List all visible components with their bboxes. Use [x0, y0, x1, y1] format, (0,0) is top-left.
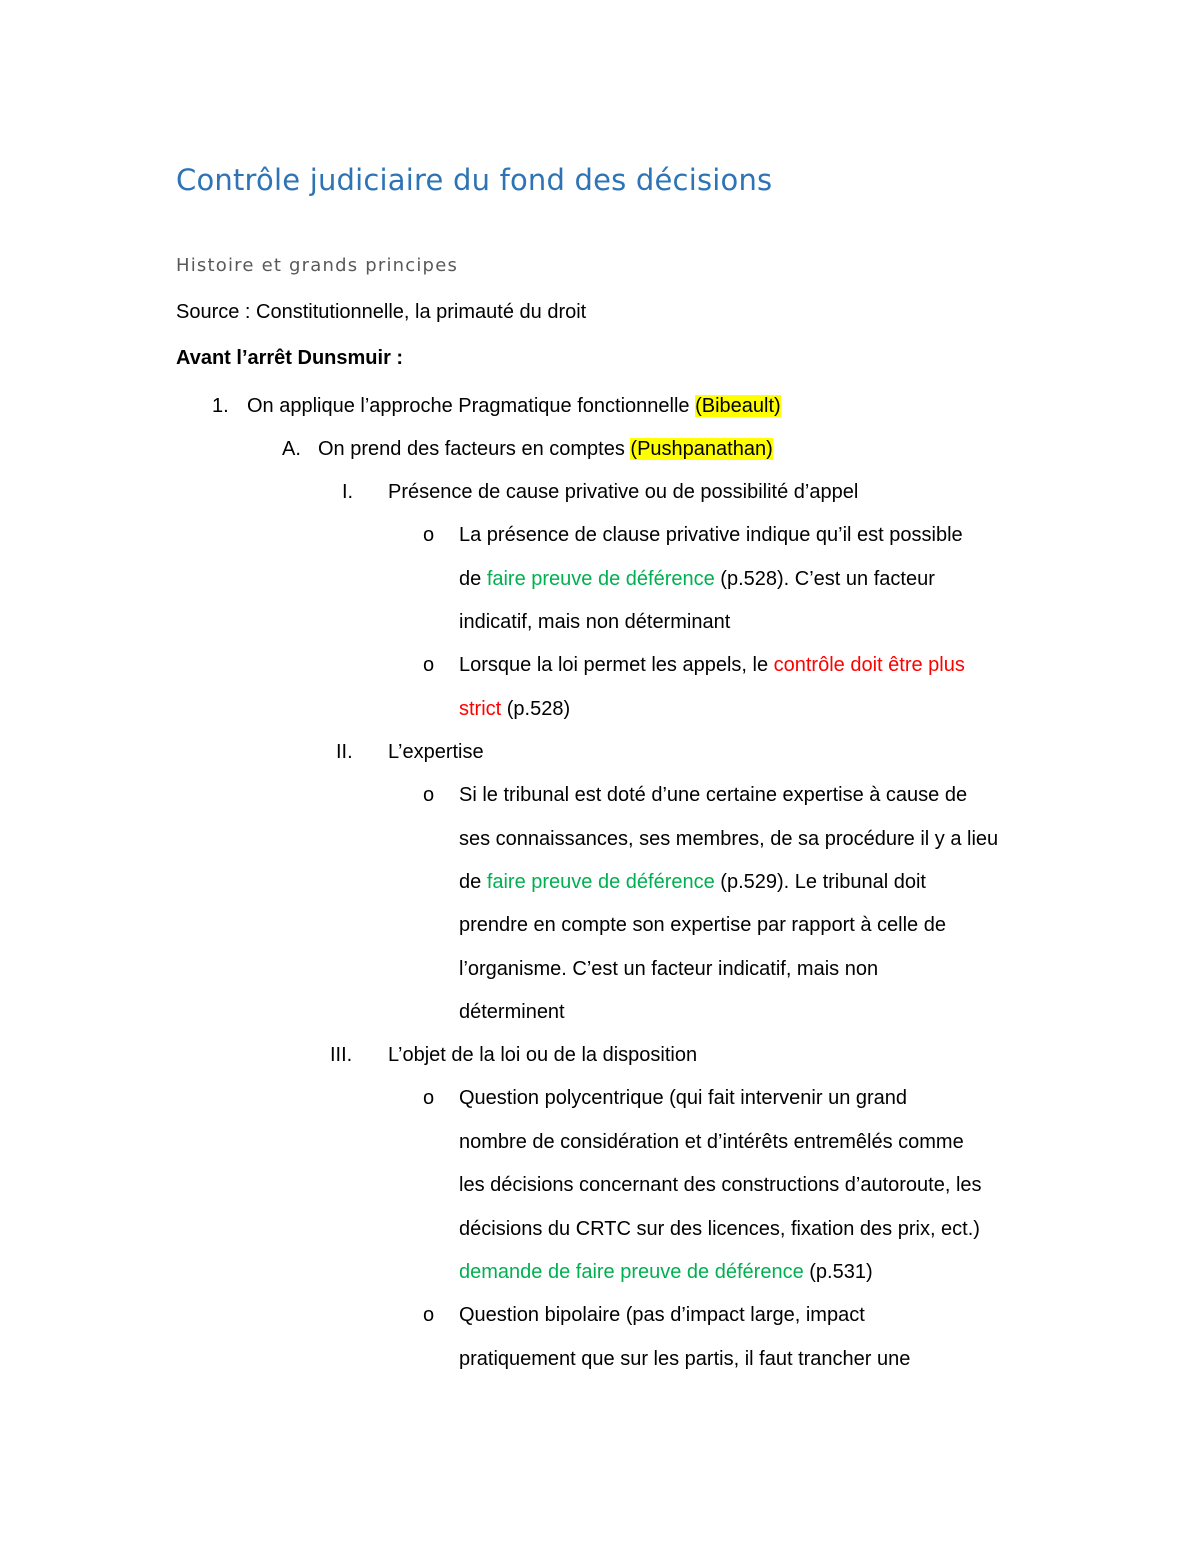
bullet-marker: o [423, 1087, 435, 1109]
list-marker-i: I. [342, 481, 354, 503]
factor-2-bullet-1-line-6: déterminent [459, 1001, 565, 1023]
factor-3-heading: L’objet de la loi ou de la disposition [388, 1044, 698, 1066]
source-line: Source : Constitutionnelle, la primauté du droit [176, 301, 587, 323]
factor-2-bullet-1-line-4: prendre en compte son expertise par rapport à celle de [459, 914, 946, 936]
list-marker-1: 1. [212, 395, 229, 417]
section-heading: Histoire et grands principes [176, 255, 459, 276]
list-item-a-text: On prend des facteurs en comptes [318, 438, 631, 460]
factor-3-bullet-2-line-1: Question bipolaire (pas d’impact large, impact [459, 1304, 865, 1326]
strict-control-emphasis: contrôle doit être plus [773, 654, 965, 676]
case-pushpanathan: (Pushpanathan) [630, 438, 773, 460]
bullet-marker: o [423, 524, 435, 546]
text-segment: de [459, 568, 487, 590]
factor-3-bullet-1-line-5 [459, 1259, 873, 1285]
text-segment: (p.531) [803, 1261, 873, 1283]
factor-3-bullet-1-line-2: nombre de considération et d’intérêts entremêlés comme [459, 1131, 964, 1153]
case-bibeault: (Bibeault) [695, 395, 781, 417]
factor-2-heading: L’expertise [388, 741, 484, 763]
avant-heading: Avant l’arrêt Dunsmuir : [176, 347, 404, 369]
factor-2-bullet-1-line-2: ses connaissances, ses membres, de sa procédure il y a lieu [459, 828, 999, 850]
bullet-marker: o [423, 1304, 435, 1326]
factor-3-bullet-1-line-1: Question polycentrique (qui fait intervenir un grand [459, 1087, 908, 1109]
document-title: Contrôle judiciaire du fond des décisions [176, 163, 773, 197]
strict-control-emphasis: strict [459, 698, 502, 720]
text-segment: (p.529). Le tribunal doit [714, 871, 926, 893]
text-segment: Lorsque la loi permet les appels, le [459, 654, 774, 676]
text-segment: (p.528) [501, 698, 571, 720]
deference-highlight: demande de faire preuve de déférence [459, 1261, 804, 1283]
factor-1-bullet-2-line-2 [459, 696, 570, 722]
factor-2-bullet-1-line-5: l’organisme. C’est un facteur indicatif, mais non [459, 958, 879, 980]
factor-3-bullet-2-line-2: pratiquement que sur les partis, il faut trancher une [459, 1348, 911, 1370]
deference-highlight: faire preuve de déférence [486, 568, 715, 590]
list-item-1-text: On applique l’approche Pragmatique fonctionnelle [247, 395, 696, 417]
bullet-marker: o [423, 654, 435, 676]
bullet-marker: o [423, 784, 435, 806]
factor-3-bullet-1-line-4: décisions du CRTC sur des licences, fixation des prix, ect.) [459, 1218, 980, 1240]
list-item-1 [247, 393, 781, 419]
list-item-a [318, 436, 773, 462]
factor-2-bullet-1-line-3 [459, 869, 926, 895]
factor-1-bullet-1-line-2 [459, 566, 935, 592]
text-segment: de [459, 871, 487, 893]
factor-3-bullet-1-line-3: les décisions concernant des constructions d’autoroute, les [459, 1174, 982, 1196]
factor-1-bullet-2-line-1 [459, 652, 965, 678]
factor-2-bullet-1-line-1: Si le tribunal est doté d’une certaine expertise à cause de [459, 784, 968, 806]
text-segment: (p.528). C’est un facteur [714, 568, 935, 590]
list-marker-a: A. [282, 438, 301, 460]
factor-1-heading: Présence de cause privative ou de possibilité d’appel [388, 481, 859, 503]
deference-highlight: faire preuve de déférence [486, 871, 715, 893]
list-marker-iii: III. [330, 1044, 353, 1066]
factor-1-bullet-1-line-3: indicatif, mais non déterminant [459, 611, 731, 633]
factor-1-bullet-1-line-1: La présence de clause privative indique qu’il est possible [459, 524, 963, 546]
list-marker-ii: II. [336, 741, 353, 763]
